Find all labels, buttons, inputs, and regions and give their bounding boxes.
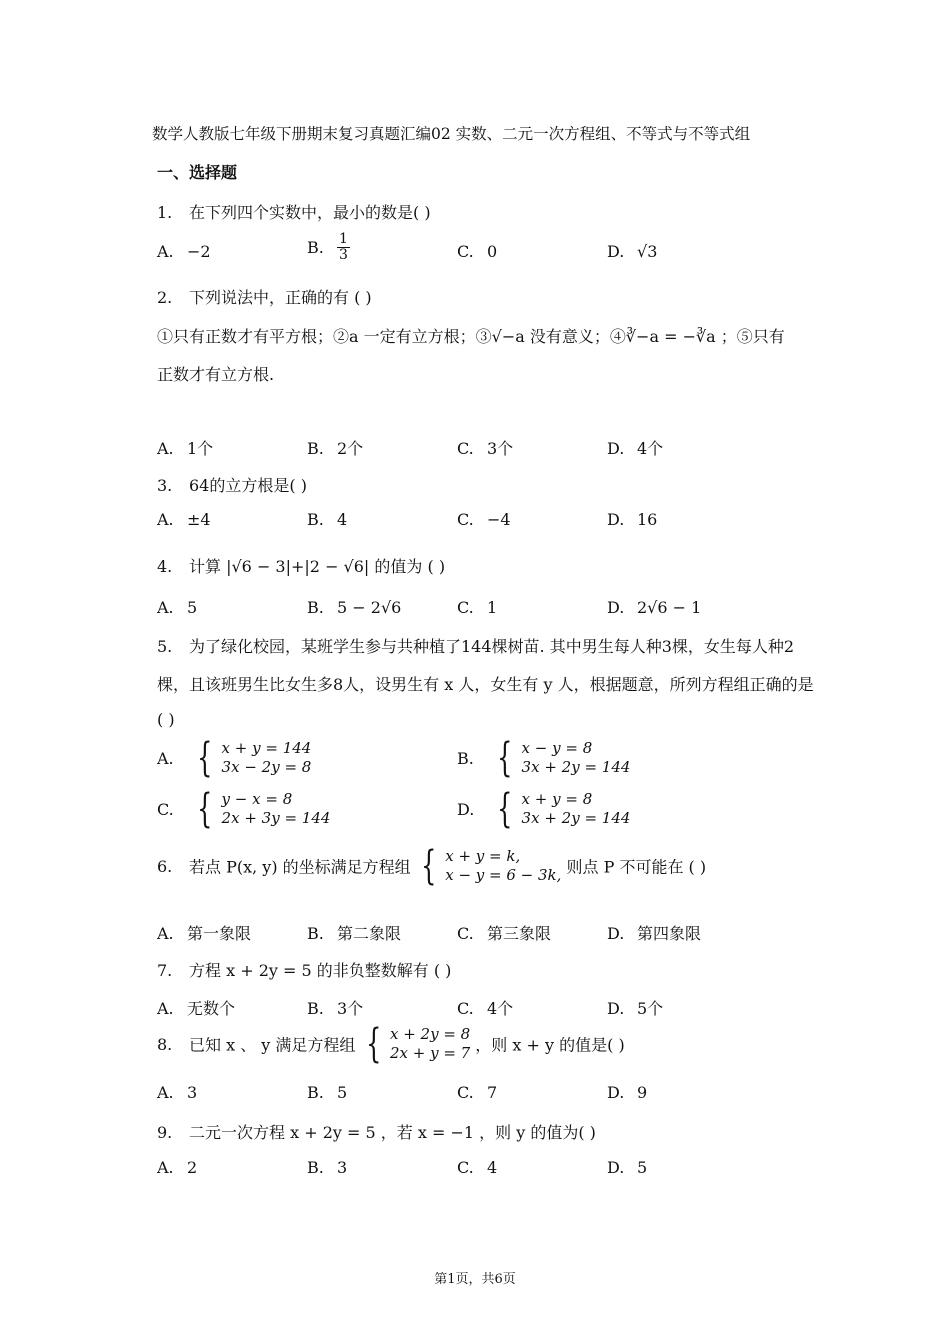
section-heading: 一、选择题 xyxy=(157,163,238,182)
option-7a[interactable]: A. 无数个 xyxy=(157,999,236,1018)
question-2: 2. 下列说法中，正确的有 ( ) xyxy=(157,288,372,307)
option-4d[interactable]: D. 2√6 − 1 xyxy=(607,598,702,617)
option-9a[interactable]: A. 2 xyxy=(157,1158,198,1177)
question-4: 4. 计算 |√6 − 3|+|2 − √6| 的值为 ( ) xyxy=(157,557,446,576)
question-2-statements: ①只有正数才有平方根；②a 一定有立方根；③√−a 没有意义；④∛−a = −∛a ；⑤只有 xyxy=(157,327,785,346)
option-6b[interactable]: B. 第二象限 xyxy=(307,924,402,943)
question-5: 5. 为了绿化校园，某班学生参与共种植了144棵树苗. 其中男生每人种3棵，女生每人种2 xyxy=(157,637,795,656)
option-5d[interactable]: D. { x + y = 8 3x + 2y = 144 xyxy=(457,786,631,832)
question-8: 8. 已知 x 、 y 满足方程组 { x + 2y = 8 2x + y = 7 ，则 x + y 的值是( ) xyxy=(157,1021,625,1067)
option-2c[interactable]: C. 3个 xyxy=(457,439,514,458)
option-5c[interactable]: C. { y − x = 8 2x + 3y = 144 xyxy=(157,786,331,832)
option-4c[interactable]: C. 1 xyxy=(457,598,498,617)
option-5b[interactable]: B. { x − y = 8 3x + 2y = 144 xyxy=(457,735,631,781)
option-5a[interactable]: A. { x + y = 144 3x − 2y = 8 xyxy=(157,735,312,781)
question-2-statements-cont: 正数才有立方根. xyxy=(157,365,275,384)
equation-system: { y − x = 8 2x + 3y = 144 xyxy=(197,786,331,832)
option-8a[interactable]: A. 3 xyxy=(157,1083,198,1102)
question-7: 7. 方程 x + 2y = 5 的非负整数解有 ( ) xyxy=(157,961,452,980)
option-8d[interactable]: D. 9 xyxy=(607,1083,648,1102)
equation-system: { x + y = 144 3x − 2y = 8 xyxy=(197,735,312,781)
option-7c[interactable]: C. 4个 xyxy=(457,999,514,1018)
option-8b[interactable]: B. 5 xyxy=(307,1083,348,1102)
option-8c[interactable]: C. 7 xyxy=(457,1083,498,1102)
equation-system: { x + 2y = 8 2x + y = 7 xyxy=(365,1021,471,1067)
option-1c[interactable]: C. 0 xyxy=(457,242,498,261)
equation-system: { x + y = 8 3x + 2y = 144 xyxy=(497,786,631,832)
question-3: 3. 64的立方根是( ) xyxy=(157,476,307,495)
equation-system: { x − y = 8 3x + 2y = 144 xyxy=(497,735,631,781)
option-3d[interactable]: D. 16 xyxy=(607,510,658,529)
option-9b[interactable]: B. 3 xyxy=(307,1158,348,1177)
equation-system: { x + y = k, x − y = 6 − 3k, xyxy=(420,843,562,889)
option-7d[interactable]: D. 5个 xyxy=(607,999,664,1018)
option-6a[interactable]: A. 第一象限 xyxy=(157,924,252,943)
option-4b[interactable]: B. 5 − 2√6 xyxy=(307,598,402,617)
option-2b[interactable]: B. 2个 xyxy=(307,439,364,458)
option-2d[interactable]: D. 4个 xyxy=(607,439,664,458)
option-6c[interactable]: C. 第三象限 xyxy=(457,924,552,943)
question-5-cont: 棵，且该班男生比女生多8人，设男生有 x 人，女生有 y 人，根据题意，所列方程组正确的是 xyxy=(157,675,814,694)
question-1: 1. 在下列四个实数中，最小的数是( ) xyxy=(157,203,431,222)
option-2a[interactable]: A. 1个 xyxy=(157,439,214,458)
fraction: $\frac{1}{3}$ xyxy=(339,231,348,264)
option-9c[interactable]: C. 4 xyxy=(457,1158,498,1177)
option-1d[interactable]: D. √3 xyxy=(607,242,658,261)
question-5-paren: ( ) xyxy=(157,710,175,729)
option-3a[interactable]: A. ±4 xyxy=(157,510,211,529)
page-footer: 第1页，共6页 xyxy=(434,1272,516,1287)
document-title: 数学人教版七年级下册期末复习真题汇编02 实数、二元一次方程组、不等式与不等式组 xyxy=(152,125,751,143)
option-3b[interactable]: B. 4 xyxy=(307,510,348,529)
option-1b[interactable]: B. $\frac{1}{3}$ xyxy=(307,231,348,264)
question-6: 6. 若点 P(x, y) 的坐标满足方程组 { x + y = k, x − y = 6 − 3k, 则点 P 不可能在 ( ) xyxy=(157,843,707,889)
option-9d[interactable]: D. 5 xyxy=(607,1158,648,1177)
option-3c[interactable]: C. −4 xyxy=(457,510,511,529)
option-6d[interactable]: D. 第四象限 xyxy=(607,924,702,943)
option-1a[interactable]: A. −2 xyxy=(157,242,211,261)
option-7b[interactable]: B. 3个 xyxy=(307,999,364,1018)
question-9: 9. 二元一次方程 x + 2y = 5 ，若 x = −1 ，则 y 的值为( ) xyxy=(157,1123,596,1142)
option-4a[interactable]: A. 5 xyxy=(157,598,198,617)
